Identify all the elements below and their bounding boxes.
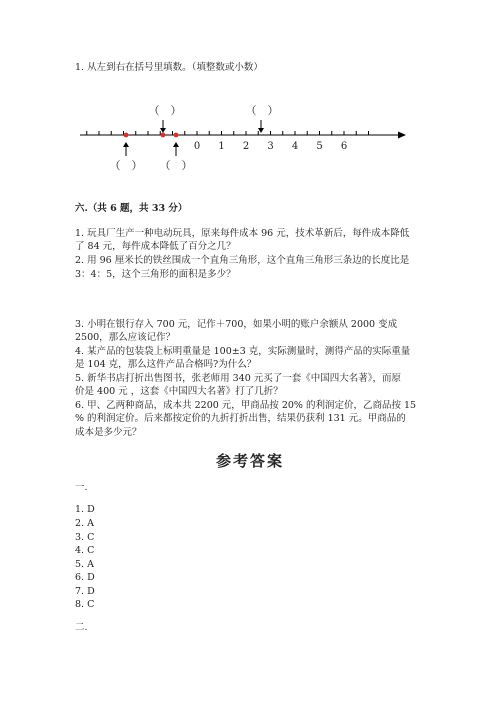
- question-line: 成本是多少元？: [75, 427, 142, 438]
- question-line: 1. 玩具厂生产一种电动玩具，原来每件成本 96 元，技术革新后，每件成本降低: [75, 228, 410, 239]
- number-line-diagram: [0, 95, 500, 175]
- question-line: 3. 小明在银行存入 700 元，记作＋700，如果小明的账户余额从 2000 变成: [75, 319, 398, 330]
- section-6-heading: 六.（共 6 题，共 33 分）: [75, 203, 188, 214]
- answer-item: 1. D: [75, 504, 95, 515]
- answers-part-2-label: 二.: [75, 622, 88, 633]
- marked-point: [124, 133, 129, 138]
- top-answer-bracket: （ ）: [148, 104, 182, 117]
- bottom-answer-bracket: （ ）: [109, 159, 143, 172]
- answer-item: 4. C: [75, 545, 95, 556]
- tick-label: 1: [218, 141, 225, 152]
- answer-item: 2. A: [75, 518, 94, 529]
- marked-point: [161, 133, 166, 138]
- tick-label: 4: [291, 141, 299, 152]
- question-line: 4. 某产品的包装袋上标明重量是 100±3 克，实际测量时，测得产品的实际重量: [75, 346, 411, 357]
- answers-part-1-label: 一.: [75, 482, 88, 493]
- question-line: 6. 甲、乙两种商品，成本共 2200 元，甲商品按 20% 的利润定价，乙商品按 15: [75, 400, 417, 411]
- answer-item: 3. C: [75, 532, 95, 543]
- answer-item: 8. C: [75, 599, 95, 610]
- tick-label: 2: [242, 141, 250, 152]
- down-arrow-head: [160, 128, 166, 133]
- tick-label: 5: [316, 141, 323, 152]
- bottom-answer-bracket: （ ）: [159, 159, 193, 172]
- question-line: % 的利润定价。后来都按定价的九折打折出售，结果仍获利 131 元。甲商品的: [75, 413, 406, 424]
- answer-item: 5. A: [75, 559, 94, 570]
- answer-item: 6. D: [75, 572, 95, 583]
- marked-point: [174, 133, 179, 138]
- question-line: 3：4：5，这个三角形的面积是多少？: [75, 269, 236, 280]
- axis-arrowhead: [398, 132, 406, 139]
- tick-label: 3: [267, 141, 274, 152]
- tick-label: 0: [193, 141, 201, 152]
- top-answer-bracket: （ ）: [245, 104, 279, 117]
- question-line: 了 84 元，每件成本降低了百分之几？: [75, 241, 236, 252]
- question-line: 是 104 克，那么这件产品合格吗?为什么？: [75, 359, 257, 370]
- question-line: 价是 400 元 ，这套《中国四大名著》打了几折？: [75, 386, 283, 397]
- question-1-text: 1. 从左到右在括号里填数。（填整数或小数）: [75, 62, 263, 73]
- question-line: 2. 用 96 厘米长的铁丝围成一个直角三角形，这个直角三角形三条边的长度比是: [75, 255, 410, 266]
- question-line: 2500，那么应该记作？: [75, 332, 176, 343]
- answer-item: 7. D: [75, 586, 95, 597]
- tick-label: 6: [340, 141, 348, 152]
- question-line: 5. 新华书店打折出售图书，张老师用 340 元买了一套《中国四大名著》，而原: [75, 373, 402, 384]
- answers-title: 参考答案: [215, 452, 284, 470]
- down-arrow-head: [258, 128, 264, 133]
